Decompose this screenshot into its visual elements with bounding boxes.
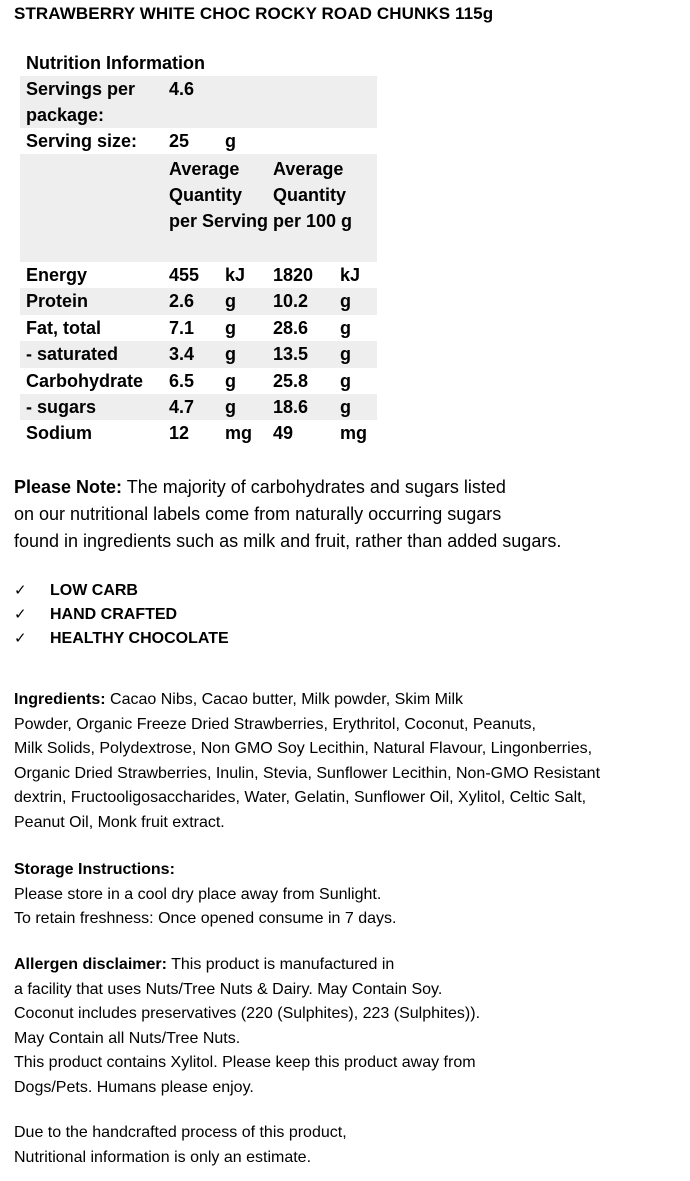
per-100g-value: 49 [273, 423, 294, 444]
checklist-item [14, 602, 229, 626]
nutrient-row [20, 341, 377, 367]
per-serving-value: 6.5 [169, 370, 195, 391]
feature-checklist [14, 578, 229, 650]
storage-line: To retain freshness: Once opened consume in 7 days. [14, 910, 397, 927]
nutrient-name: Fat, total [26, 317, 101, 338]
per-100g-unit: g [340, 370, 351, 391]
per-serving-value: 12 [169, 423, 190, 444]
storage-label: Storage Instructions: [14, 861, 175, 878]
allergen-line: Dogs/Pets. Humans please enjoy. [14, 1078, 254, 1096]
nutrient-row [20, 394, 377, 420]
ingredients-section [14, 688, 600, 835]
per-100g-unit: mg [340, 423, 367, 444]
nutrient-name: Carbohydrate [26, 370, 144, 391]
checklist-label: HAND CRAFTED [50, 606, 178, 623]
col-per-100g-header: Average Quantity per 100 g [273, 159, 353, 231]
per-100g-value: 28.6 [273, 317, 309, 338]
per-serving-unit: g [225, 344, 236, 365]
per-serving-value: 3.4 [169, 344, 195, 365]
per-100g-value: 25.8 [273, 370, 309, 391]
per-100g-unit: g [340, 344, 351, 365]
per-100g-value: 1820 [273, 265, 314, 285]
per-100g-value: 13.5 [273, 344, 309, 365]
nutrient-name: Energy [26, 265, 88, 285]
nutrient-row [20, 420, 377, 446]
nutrient-row [20, 315, 377, 341]
ingredients-line: Milk Solids, Polydextrose, Non GMO Soy Lecithin, Natural Flavour, Lingonberries, [14, 740, 593, 757]
please-note-line: The majority of carbohydrates and sugars listed [122, 477, 506, 497]
nutrient-row [20, 368, 377, 394]
storage-line: Please store in a cool dry place away from Sunlight. [14, 885, 382, 903]
ingredients-line: Powder, Organic Freeze Dried Strawberries, Erythritol, Coconut, Peanuts, [14, 715, 536, 733]
please-note-label: Please Note: [14, 477, 123, 497]
per-serving-value: 2.6 [169, 291, 195, 312]
checkmark-icon: ✓ [14, 629, 27, 647]
ingredients-line: dextrin, Fructooligosaccharides, Water, Gelatin, Sunflower Oil, Xylitol, Celtic Salt, [14, 789, 587, 806]
ingredients-line: Cacao Nibs, Cacao butter, Milk powder, Skim Milk [105, 691, 464, 708]
ingredients-line: Organic Dried Strawberries, Inulin, Stevia, Sunflower Lecithin, Non-GMO Resistant [14, 764, 601, 782]
nutrient-name: Protein [26, 291, 89, 312]
per-serving-unit: g [225, 370, 236, 391]
ingredients-line: Peanut Oil, Monk fruit extract. [14, 813, 225, 831]
per-serving-unit: mg [225, 423, 252, 444]
nutrition-table [20, 50, 377, 447]
storage-section [14, 858, 396, 932]
servings-row [20, 76, 377, 128]
serving-size-label: Serving size: [26, 131, 138, 151]
checklist-label: LOW CARB [50, 582, 138, 599]
checklist-label: HEALTHY CHOCOLATE [50, 630, 229, 647]
col-per-serving-header: Average Quantity per Serving [169, 159, 269, 231]
checklist-item [14, 578, 229, 602]
allergen-line: Coconut includes preservatives (220 (Sulphites), 223 (Sulphites)). [14, 1005, 481, 1022]
please-note [14, 474, 561, 555]
nutrient-row [20, 288, 377, 314]
estimate-disclaimer [14, 1121, 347, 1170]
per-serving-unit: g [225, 291, 236, 312]
allergen-line: This product is manufactured in [166, 956, 395, 973]
serving-size-unit: g [225, 131, 236, 151]
per-100g-unit: g [340, 291, 351, 312]
allergen-line: a facility that uses Nuts/Tree Nuts & Dairy. May Contain Soy. [14, 980, 443, 998]
per-serving-value: 455 [169, 265, 200, 285]
nutrient-name: Sodium [26, 423, 92, 444]
serving-size-value: 25 [169, 131, 190, 151]
per-serving-value: 7.1 [169, 317, 195, 338]
per-serving-unit: kJ [225, 265, 246, 285]
per-serving-unit: g [225, 396, 236, 417]
nutrition-heading: Nutrition Information [26, 53, 205, 73]
disclaimer-line: Due to the handcrafted process of this product, [14, 1124, 347, 1141]
ingredients-label: Ingredients: [14, 691, 106, 708]
per-100g-value: 10.2 [273, 291, 309, 312]
please-note-line: on our nutritional labels come from naturally occurring sugars [14, 504, 502, 524]
allergen-line: May Contain all Nuts/Tree Nuts. [14, 1029, 241, 1047]
product-title: STRAWBERRY WHITE CHOC ROCKY ROAD CHUNKS 115g [14, 4, 494, 23]
per-serving-unit: g [225, 317, 236, 338]
per-100g-value: 18.6 [273, 396, 309, 417]
serving-size-row [20, 128, 377, 154]
column-header-row [20, 154, 377, 262]
servings-label: Servings per package: [26, 79, 136, 125]
allergen-line: This product contains Xylitol. Please keep this product away from [14, 1054, 476, 1071]
per-serving-value: 4.7 [169, 396, 195, 417]
checkmark-icon: ✓ [14, 581, 27, 599]
per-100g-unit: kJ [340, 265, 361, 285]
checklist-item [14, 626, 229, 650]
allergen-label: Allergen disclaimer: [14, 956, 167, 973]
allergen-section [14, 953, 480, 1100]
per-100g-unit: g [340, 317, 351, 338]
disclaimer-line: Nutritional information is only an estimate. [14, 1148, 312, 1166]
per-100g-unit: g [340, 396, 351, 417]
nutrient-name: - sugars [26, 396, 97, 417]
nutrient-name: - saturated [26, 344, 119, 365]
please-note-line: found in ingredients such as milk and fruit, rather than added sugars. [14, 531, 562, 551]
nutrient-row [20, 262, 377, 288]
servings-value: 4.6 [169, 79, 195, 99]
nutrient-rows [20, 262, 377, 447]
checkmark-icon: ✓ [14, 605, 27, 623]
